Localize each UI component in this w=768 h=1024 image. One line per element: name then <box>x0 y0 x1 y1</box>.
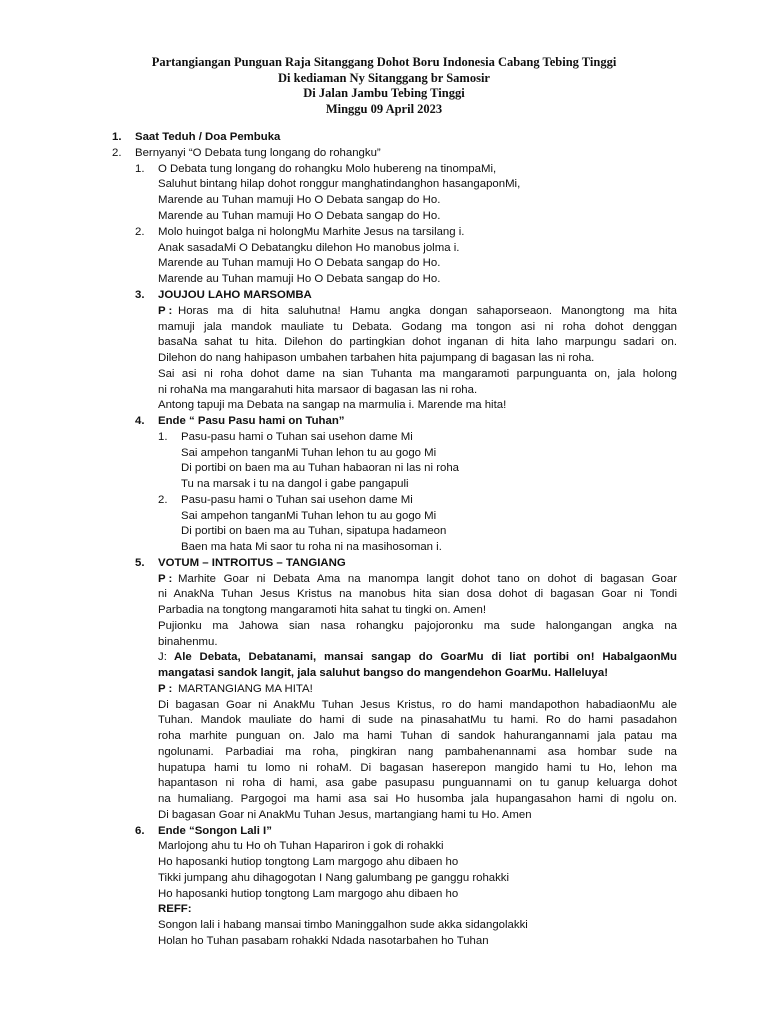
verse-line: Baen ma hata Mi saor tu roha ni na masihosoman i. <box>181 541 442 553</box>
song-line: Holan ho Tuhan pasabam rohakki Ndada nasotarbahen ho Tuhan <box>158 935 489 947</box>
song-line: Ho haposanki hutiop tongtong Lam margogo ahu dibaen ho <box>158 888 459 900</box>
paragraph-line: Horas ma di hita saluhutna! Hamu angka dongan sahaporseaon. Manongtong ma hita <box>178 305 677 317</box>
item-title-votum: VOTUM – INTROITUS – TANGIANG <box>158 557 346 569</box>
item-title-bernyanyi: Bernyanyi “O Debata tung longang do rohangku” <box>135 147 381 159</box>
speaker-label-p: P : <box>158 305 173 317</box>
verse-number: 2. <box>135 226 145 238</box>
reff-label: REFF: <box>158 903 192 915</box>
header-title: Partangiangan Punguan Raja Sitanggang Dohot Boru Indonesia Cabang Tebing Tinggi <box>151 55 617 69</box>
verse-line: Saluhut bintang hilap dohot ronggur manghatindanghon hasangaponMi, <box>158 178 521 190</box>
item-title-pasu-pasu: Ende “ Pasu Pasu hami on Tuhan” <box>158 415 345 427</box>
prayer-line: Di bagasan Goar ni AnakMu Tuhan Jesus, martangiang hami tu Ho. Amen <box>158 809 532 821</box>
item-number: 1. <box>112 131 122 143</box>
prayer-line: hapantason ni roha di hami, asa gabe pasupasu punguannami on tu ganup keluarga dohot <box>158 777 677 789</box>
paragraph-line: mamuji jala mandok mauliate tu Debata. Godang ma tongon asi ni roha dohot denggan <box>158 321 677 333</box>
item-title-songon-lali: Ende “Songon Lali I” <box>158 825 272 837</box>
prayer-line: hupatupa hami tu lomo ni rohaM. Di bagasan haserepon mangido hami tu Ho, lehon ma <box>158 762 677 774</box>
prayer-line: ngolunami. Parbadiai ma roha, pingkiran nang pambahenannami asa hombar sude na <box>158 746 677 758</box>
speaker-label-p: P : <box>158 683 173 695</box>
paragraph-line: ni rohaNa ma mangarahuti hita marsaor di bagasan las ni roha. <box>158 384 478 396</box>
song-line: Marlojong ahu tu Ho oh Tuhan Hapariron i gok di rohakki <box>158 840 444 852</box>
verse-line: Marende au Tuhan mamuji Ho O Debata sangap do Ho. <box>158 273 441 285</box>
prayer-call: MARTANGIANG MA HITA! <box>178 683 313 695</box>
verse-number: 1. <box>158 431 168 443</box>
prayer-line: na humaliang. Pargogoi ma hami asa sai Ho husomba jala hupangasahon hami di ngolu on. <box>158 793 677 805</box>
paragraph-line: Parbadia na tongtong mangaramoti hita sahat tu tingki on. Amen! <box>158 604 487 616</box>
verse-line: Tu na marsak i tu na dangol i gabe pangapuli <box>181 478 409 490</box>
item-number: 6. <box>135 825 145 837</box>
verse-line: Molo huingot balga ni holongMu Marhite Jesus na tarsilang i. <box>158 226 465 238</box>
verse-line: Di portibi on baen ma au Tuhan habaoran ni las ni roha <box>181 462 459 474</box>
paragraph-line: Dilehon do nang hahipason umbahen tarbahen hita pajumpang di bagasan las ni roha. <box>158 352 595 364</box>
header-address: Di Jalan Jambu Tebing Tinggi <box>303 86 465 100</box>
header-location: Di kediaman Ny Sitanggang br Samosir <box>278 70 490 85</box>
song-line: Ho haposanki hutiop tongtong Lam margogo ahu dibaen ho <box>158 856 459 868</box>
header-date: Minggu 09 April 2023 <box>325 101 443 116</box>
verse-line: Marende au Tuhan mamuji Ho O Debata sangap do Ho. <box>158 210 441 222</box>
prayer-line: roha marhite punguan on. Jalo ma hami Tuhan di sandok hahurangannami jala patau ma <box>158 730 677 742</box>
item-number: 4. <box>135 415 145 427</box>
paragraph-line: Antong tapuji ma Debata na sangap na marmulia i. Marende ma hita! <box>158 399 507 411</box>
item-title-joujou: JOUJOU LAHO MARSOMBA <box>158 289 312 301</box>
paragraph-line: ni AnakNa Tuhan Jesus Kristus na manobus hita sian dosa dohot di bagasan Goar ni Tondi <box>158 588 677 600</box>
verse-line: Anak sasadaMi O Debatangku dilehon Ho manobus jolma i. <box>158 242 460 254</box>
item-number: 5. <box>135 557 145 569</box>
speaker-label-p: P : <box>158 573 173 585</box>
paragraph-line: Sai asi ni roha dohot dame na sian Tuhanta ma mangaramoti parpunguanta on, jala holong <box>158 368 677 380</box>
verse-line: O Debata tung longang do rohangku Molo hubereng na tinompaMi, <box>158 163 497 175</box>
verse-line: Di portibi on baen ma au Tuhan, sipatupa hadameon <box>181 525 447 537</box>
verse-line: Pasu-pasu hami o Tuhan sai usehon dame Mi <box>181 431 413 443</box>
prayer-line: Tuhan. Mandok mauliate do hami di sude na pinasahatMu tu hami. Ro do hami pasadahon <box>158 714 677 726</box>
paragraph-line: basaNa sahat tu hita. Dilehon do partingkian dohot inganan di hita laho marpungu sadari on. <box>158 336 677 348</box>
verse-line: Marende au Tuhan mamuji Ho O Debata sangap do Ho. <box>158 257 441 269</box>
item-number: 3. <box>135 289 145 301</box>
prayer-line: Di bagasan Goar ni AnakMu Tuhan Jesus Kristus, ro do hami mandapothon habadiaonMu ale <box>158 699 677 711</box>
song-line: Tikki jumpang ahu dihagogotan I Nang galumbang pe ganggu rohakki <box>158 872 510 884</box>
paragraph-line-bold: Ale Debata, Debatanami, mansai sangap do GoarMu di liat portibi on! HabalgaonMu <box>174 651 677 663</box>
paragraph-line: Marhite Goar ni Debata Ama na manompa langit dohot tano on dohot di bagasan Goar <box>178 573 677 585</box>
paragraph-line-bold: mangatasi sandok langit, jala saluhut bangso do mangendehon GoarMu. Halleluya! <box>158 667 609 679</box>
verse-line: Pasu-pasu hami o Tuhan sai usehon dame Mi <box>181 494 413 506</box>
verse-number: 1. <box>135 163 145 175</box>
verse-line: Sai ampehon tanganMi Tuhan lehon tu au gogo Mi <box>181 510 437 522</box>
speaker-label-j: J: <box>158 651 167 663</box>
paragraph-line: binahenmu. <box>158 636 218 648</box>
verse-number: 2. <box>158 494 168 506</box>
item-number: 2. <box>112 147 122 159</box>
verse-line: Sai ampehon tanganMi Tuhan lehon tu au gogo Mi <box>181 447 437 459</box>
item-title-saat-teduh: Saat Teduh / Doa Pembuka <box>135 131 281 143</box>
paragraph-line: Pujionku ma Jahowa sian nasa rohangku pajojoronku ma sude halongangan angka na <box>158 620 677 632</box>
document-header <box>0 55 768 117</box>
song-line: Songon lali i habang mansai timbo Maninggalhon sude akka sidangolakki <box>158 919 528 931</box>
verse-line: Marende au Tuhan mamuji Ho O Debata sangap do Ho. <box>158 194 441 206</box>
